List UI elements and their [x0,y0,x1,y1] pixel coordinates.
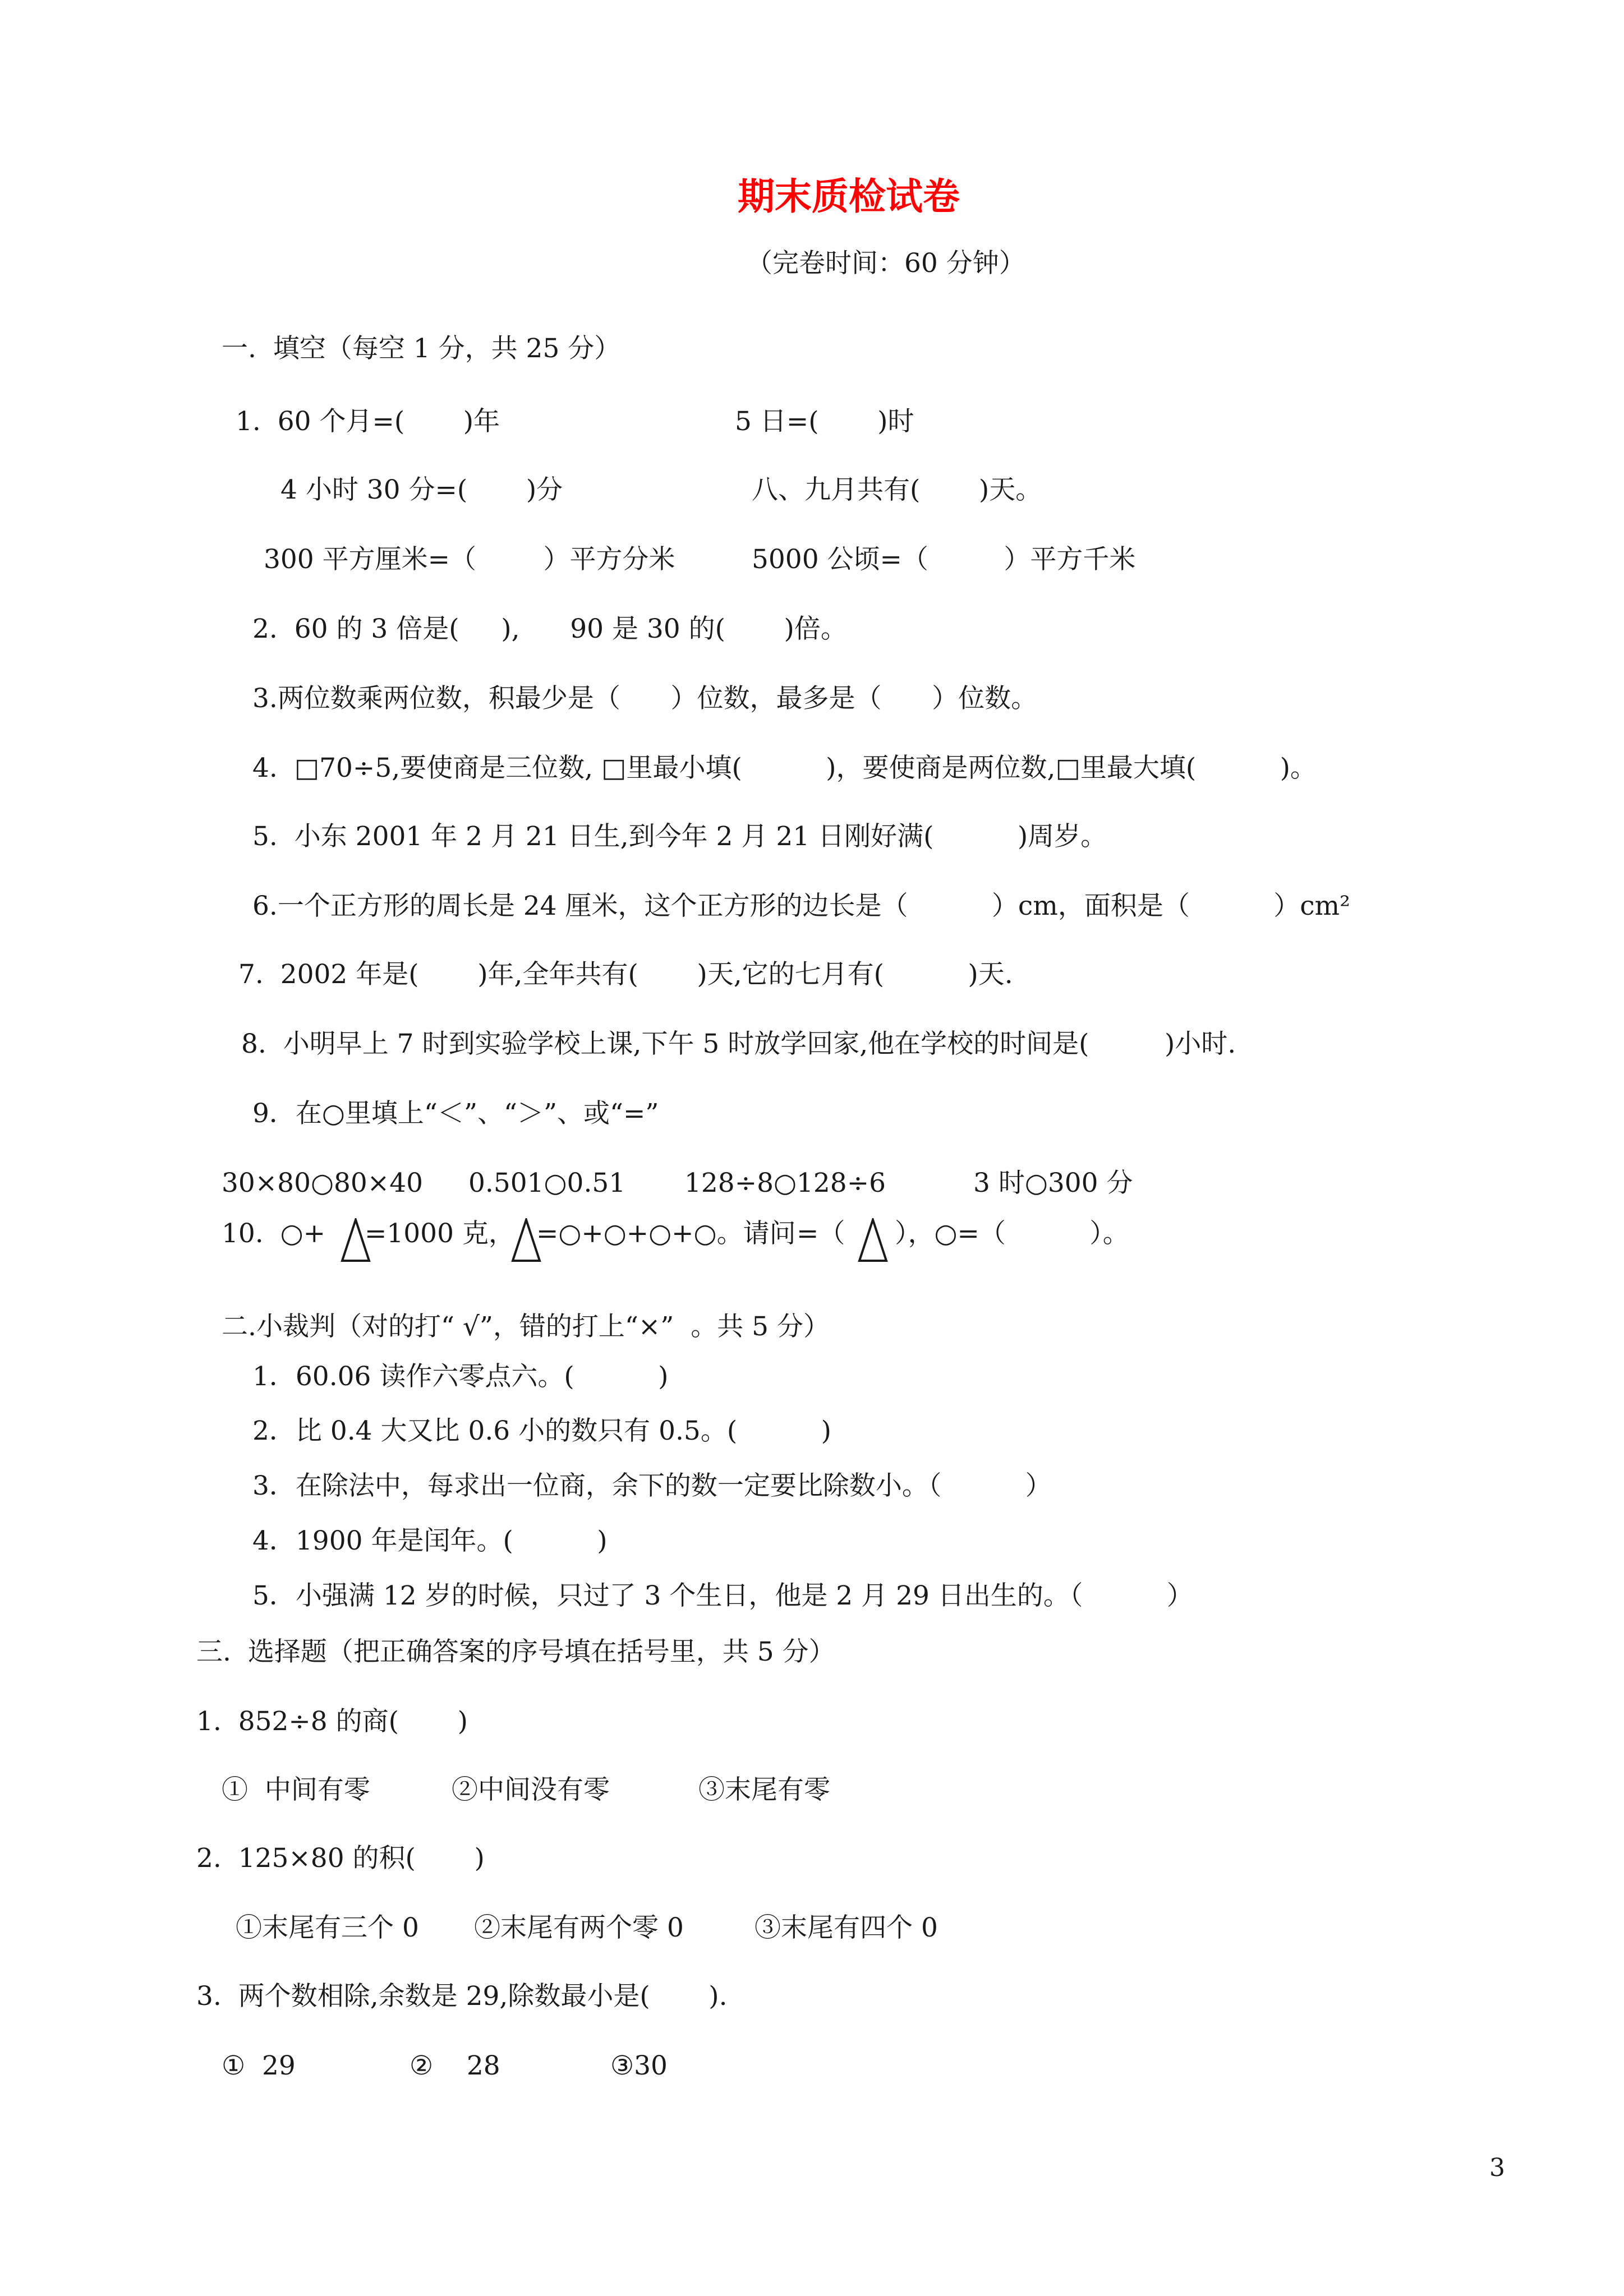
triangle-icon [857,1218,889,1263]
section-3-heading: 三. 选择题（把正确答案的序号填在括号里，共 5 分） [196,1636,835,1667]
page-number: 3 [1489,2154,1505,2182]
q9-item-3: 128÷8○128÷6 [684,1168,886,1198]
choice-q1-opt-2: ②中间没有零 [452,1774,610,1805]
choice-q2-opt-3: ③末尾有四个 0 [755,1912,938,1943]
q6: 6.一个正方形的周长是 24 厘米，这个正方形的边长是（ ）cm，面积是（ ）cm² [252,891,1350,921]
q9-item-4: 3 时○300 分 [973,1168,1133,1198]
q2: 2. 60 的 3 倍是( ), 90 是 30 的( )倍。 [252,614,847,644]
q10-part-2: =1000 克， [365,1218,515,1249]
q10-part-3: =○+○+○+○。请问 [536,1218,796,1249]
judge-item-2: 2．比 0.4 大又比 0.6 小的数只有 0.5。( ) [252,1416,831,1446]
choice-q3-opt-3: ③30 [610,2050,668,2081]
q5: 5. 小东 2001 年 2 月 21 日生,到今年 2 月 21 日刚好满( )周岁。 [252,821,1107,852]
q1-c: 4 小时 30 分=( )分 [280,474,563,505]
q1-a: 1. 60 个月=( )年 [236,406,500,437]
choice-q1-stem: 1. 852÷8 的商( ) [196,1706,468,1737]
q1-d: 八、九月共有( )天。 [752,474,1042,505]
q9-item-1: 30×80○80×40 [222,1168,423,1198]
q8: 8. 小明早上 7 时到实验学校上课,下午 5 时放学回家,他在学校的时间是( )小时. [241,1029,1236,1059]
q7: 7. 2002 年是( )年,全年共有( )天,它的七月有( )天. [238,959,1013,990]
q1-e: 300 平方厘米=（ ）平方分米 [264,544,675,575]
section-1-heading: 一. 填空（每空 1 分，共 25 分） [222,333,621,364]
q1-b: 5 日=( )时 [735,406,914,437]
q9-stem: 9．在○里填上“＜”、“＞”、或“=” [252,1098,659,1129]
page-title: 期末质检试卷 [738,174,960,218]
choice-q2-opt-1: ①末尾有三个 0 [236,1912,419,1943]
judge-item-5: 5．小强满 12 岁的时候，只过了 3 个生日，他是 2 月 29 日出生的。（ ） [252,1580,1193,1611]
judge-item-3: 3．在除法中，每求出一位商，余下的数一定要比除数小。（ ） [252,1470,1052,1501]
q10-part-1: 10. ○+ [222,1218,326,1249]
judge-item-1: 1．60.06 读作六零点六。( ) [252,1361,669,1392]
section-2-heading: 二.小裁判（对的打“ √”，错的打上“×” 。共 5 分） [222,1311,830,1342]
q1-f: 5000 公顷=（ ）平方千米 [752,544,1136,575]
choice-q3-stem: 3. 两个数相除,余数是 29,除数最小是( ). [196,1981,728,2012]
q3: 3.两位数乘两位数，积最少是（ ）位数，最多是（ ）位数。 [252,683,1038,714]
q10-part-5: ），○=（ ）。 [895,1218,1129,1249]
q4: 4. □70÷5,要使商是三位数, □里最小填( )，要使商是两位数,□里最大填( )。 [252,753,1317,783]
choice-q2-opt-2: ②末尾有两个零 0 [474,1912,684,1943]
q10-part-4: =（ [797,1218,845,1249]
choice-q3-opt-1: ① 29 [222,2050,296,2081]
judge-item-4: 4．1900 年是闰年。( ) [252,1525,608,1556]
choice-q1-opt-3: ③末尾有零 [698,1774,830,1805]
exam-time-note: （完卷时间：60 分钟） [746,248,1025,279]
choice-q2-stem: 2. 125×80 的积( ) [196,1843,485,1874]
choice-q3-opt-2: ② 28 [410,2050,500,2081]
q9-item-2: 0.501○0.51 [468,1168,626,1198]
choice-q1-opt-1: ① 中间有零 [222,1774,370,1805]
